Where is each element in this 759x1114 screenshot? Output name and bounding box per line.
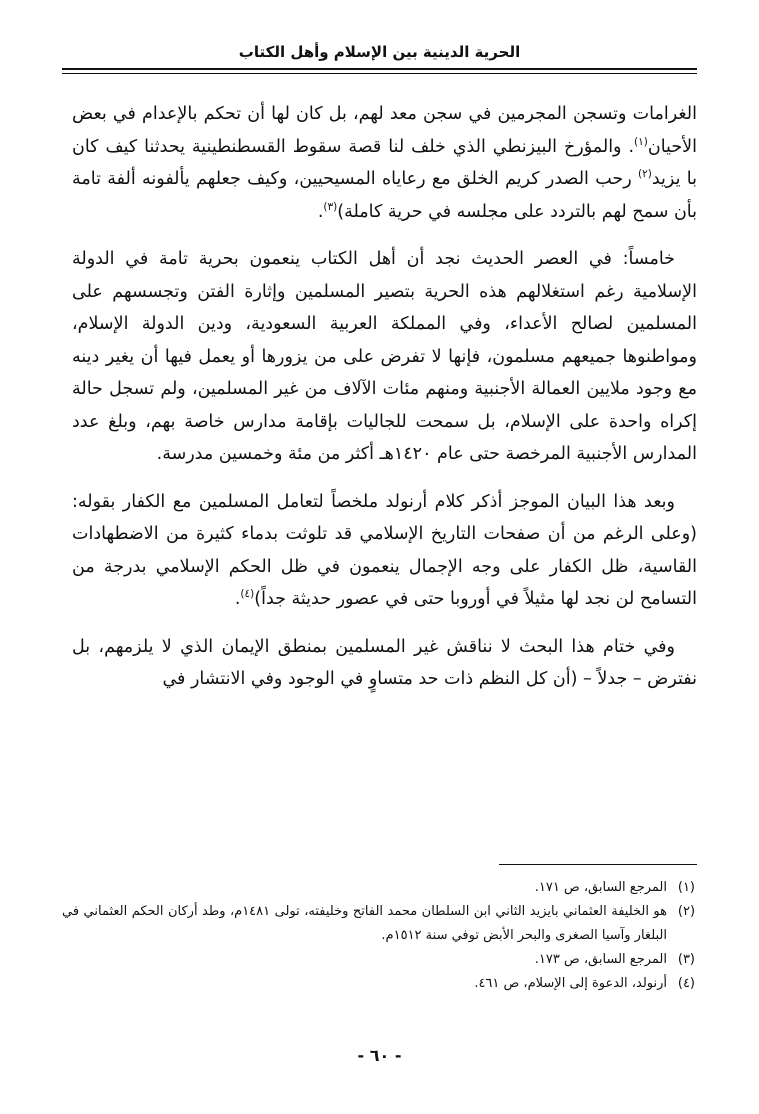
running-header	[62, 40, 697, 74]
paragraph-3: وبعد هذا البيان الموجز أذكر كلام أرنولد ملخصاً لتعامل المسلمين مع الكفار بقوله: (وعلى الرغم من أن صفحات التاريخ الإسلامي قد تلوثت بدماء كثيرة من الاضطهادات القاسية، ظل الكفار على وجه الإجمال ينعمون في ظل الحكم الإسلامي بدرجة من التسامح لن نجد لها مثيلاً في أوروبا حتى في عصور حديثة جداً)$^{(٤)}$.	[72, 491, 697, 609]
header-rule-thick	[62, 68, 697, 70]
paragraph-2: خامساً: في العصر الحديث نجد أن أهل الكتاب ينعمون بحرية تامة في الدولة الإسلامية رغم استغلالهم هذه الحرية بتصير المسلمين وإثارة الفتن وتجسسهم على المسلمين لصالح الأعداء، وفي المملكة العربية السعودية، ودين الدولة الإسلام، ومواطنوها جميعهم مسلمون، فإنها لا تفرض على من يزورها أو يعمل فيها أن يغير دينه مع وجود ملايين العمالة الأجنبية ومنهم مئات الآلاف من غير المسلمين، ولم تسجل حالة إكراه واحدة على الإسلام، بل سمحت للجاليات بإقامة مدارس خاصة بهم، وبلغ عدد المدارس الأجنبية المرخصة حتى عام ١٤٢٠هـ أكثر من مئة وخمسين مدرسة.	[72, 249, 697, 464]
footnote-ref-2: (٢)	[638, 168, 652, 181]
footnote-1	[62, 876, 695, 900]
footnote-2	[62, 900, 695, 948]
footnote-number: (٣)	[677, 952, 695, 967]
header-rule-thin	[62, 73, 697, 74]
paragraph-1: الغرامات وتسجن المجرمين في سجن معد لهم، بل كان لها أن تحكم بالإعدام في بعض الأحيان$^{(١)}$. والمؤرخ البيزنطي الذي خلف لنا قصة سقوط القسطنطينية يحدثنا كيف كان با يزيد$^{(٢)}$ رحب الصدر كريم الخلق مع رعاياه المسيحيين، وكيف جعلهم يألفونه ألفة تامة بأن سمح لهم بالتردد على مجلسه في حرية كاملة)$^{(٣)}$.	[72, 104, 697, 222]
page-number: - ٦٠ -	[357, 1046, 402, 1065]
footnote-ref-4: (٤)	[240, 588, 255, 601]
footnote-text: أرنولد، الدعوة إلى الإسلام، ص ٤٦١.	[474, 976, 667, 991]
footnote-text: المرجع السابق، ص ١٧١.	[534, 880, 667, 895]
footnote-4	[62, 972, 695, 996]
footnote-number: (٢)	[677, 904, 696, 919]
footnote-ref-3: (٣)	[323, 200, 338, 213]
footnote-text: هو الخليفة العثماني بايزيد الثاني ابن السلطان محمد الفاتح وخليفته، تولى ١٤٨١م، وطد أركان الحكم العثماني في البلغار وآسيا الصغرى والبحر الأبض توفي سنة ١٥١٢م.	[62, 904, 668, 943]
footnotes	[62, 876, 695, 996]
footnote-number: (١)	[677, 880, 695, 895]
body-text	[72, 98, 697, 696]
paragraph-4: وفي ختام هذا البحث لا نناقش غير المسلمين بمنطق الإيمان الذي لا يلزمهم، بل نفترض – جدلاً – (أن كل النظم ذات حد متساوٍ في الوجود وفي الانتشار في	[72, 636, 697, 689]
footnote-3	[62, 948, 695, 972]
footnote-number: (٤)	[677, 976, 695, 991]
footnote-ref-1: (١)	[634, 135, 648, 148]
footnote-text: المرجع السابق، ص ١٧٣.	[534, 952, 667, 967]
running-header-title: الحرية الدينية بين الإسلام وأهل الكتاب	[238, 43, 521, 61]
footnote-separator	[499, 864, 697, 865]
